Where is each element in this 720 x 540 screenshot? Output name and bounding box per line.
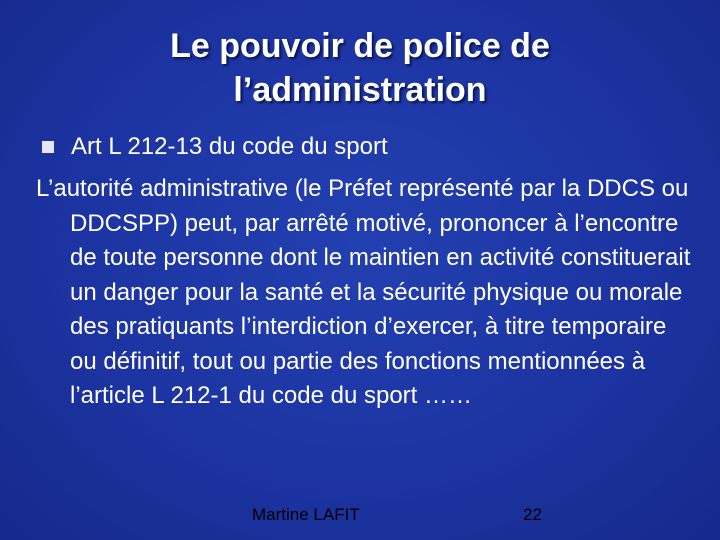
page-number: 22 (523, 505, 542, 524)
footer-author: Martine LAFIT (252, 505, 360, 524)
bullet-text: Art L 212-13 du code du sport (71, 133, 388, 160)
body-paragraph: L’autorité administrative (le Préfet représenté par la DDCS ou DDCSPP) peut, par arrêté motivé, prononcer à l’encontre de toute personne dont le maintien en activité constituerait un danger pour la santé et la sécurité physique ou morale des pratiquants l’interdiction d’exercer, à titre temporaire ou définitif, tout ou partie des fonctions mentionnées à l’article L 212-1 du code du sport …… (36, 175, 691, 409)
slide-title: Le pouvoir de police de l’administration (170, 27, 550, 109)
square-bullet-icon (42, 141, 54, 153)
bullet-item (36, 132, 388, 162)
